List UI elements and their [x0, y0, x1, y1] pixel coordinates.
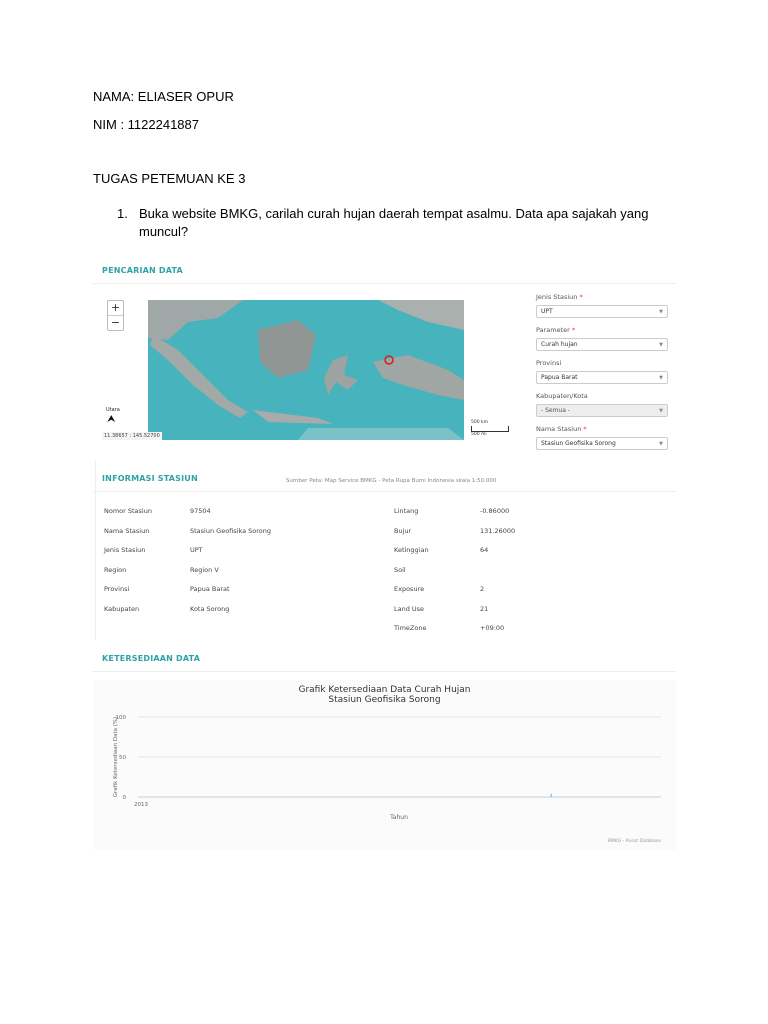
field-jenis-stasiun [536, 293, 668, 318]
info-value: UPT [190, 546, 203, 554]
info-label: Bujur [394, 526, 412, 535]
question-1 [117, 205, 677, 241]
y-tick-label: 100 [115, 715, 126, 721]
scale-mi: 500 mi [471, 432, 487, 437]
scale-km: 500 km [471, 420, 489, 425]
field-label: Nama Stasiun [536, 425, 582, 433]
required-mark: * [583, 425, 587, 433]
info-value: 131.26000 [480, 526, 516, 535]
field-provinsi [536, 359, 668, 384]
field-label: Parameter [536, 326, 570, 334]
info-value: 21 [480, 604, 489, 613]
zoom-out-button[interactable]: − [110, 316, 121, 329]
info-label: Nomor Stasiun [104, 507, 152, 515]
info-left-border [95, 460, 96, 640]
chart-subtitle: Stasiun Geofisika Sorong [328, 695, 441, 705]
info-value: Stasiun Geofisika Sorong [190, 526, 272, 535]
map-scale [471, 420, 509, 437]
caret-down-icon: ▼ [659, 342, 663, 348]
required-mark: * [571, 326, 576, 334]
chart-plot [93, 680, 676, 850]
info-section-title: INFORMASI STASIUN [102, 474, 198, 483]
caret-down-icon: ▼ [659, 375, 663, 381]
coordinate-readout: 11.38657 : 145.52700 [104, 433, 160, 439]
info-value: 2 [480, 585, 485, 593]
info-value: 97504 [190, 507, 211, 515]
divider [93, 491, 676, 492]
field-parameter [536, 326, 668, 351]
north-label: Utara [106, 407, 120, 413]
data-bar [551, 794, 552, 797]
y-tick-label: 0 [122, 795, 126, 801]
divider [93, 671, 676, 672]
info-label: Nama Stasiun [104, 526, 150, 535]
australia-shelf [298, 428, 464, 440]
zoom-control [107, 300, 124, 331]
info-label: Provinsi [104, 585, 130, 593]
search-form [536, 293, 668, 458]
info-label: TimeZone [394, 624, 427, 632]
availability-chart [93, 680, 676, 850]
zoom-in-button[interactable]: + [108, 301, 123, 316]
info-label: Soil [394, 565, 406, 574]
info-label: Region [104, 565, 127, 574]
field-label: Jenis Stasiun [536, 293, 578, 301]
availability-section-title: KETERSEDIAAN DATA [102, 654, 201, 663]
caret-down-icon: ▼ [659, 441, 663, 447]
search-section-title: PENCARIAN DATA [102, 266, 183, 275]
required-mark: * [579, 293, 583, 301]
info-value: -0.86000 [480, 507, 510, 515]
map-graphic [148, 300, 464, 440]
divider [93, 283, 676, 284]
map-canvas[interactable] [148, 300, 464, 440]
y-tick-label: 50 [119, 755, 126, 761]
info-label: Land Use [394, 604, 425, 613]
y-axis-label: Grafik Ketersediaan Data (%) [113, 716, 119, 798]
field-nama-stasiun [536, 425, 668, 450]
chart-credit: BMKG - Pusat Database [607, 839, 661, 844]
caret-down-icon: ▼ [659, 408, 663, 414]
info-label: Lintang [394, 507, 419, 515]
caret-down-icon: ▼ [659, 309, 663, 315]
map-source: Sumber Peta: Map Service BMKG - Peta Rupa Bumi Indonesia skala 1:50.000 [286, 478, 497, 484]
select-value: Curah hujan [541, 341, 578, 348]
jenis-stasiun-select[interactable] [536, 305, 668, 318]
bmkg-screenshot [93, 255, 676, 850]
nama-stasiun-select[interactable] [536, 437, 668, 450]
select-value: Stasiun Geofisika Sorong [541, 440, 616, 447]
question-number: 1. [117, 206, 128, 221]
student-nim: NIM : 1122241887 [93, 117, 199, 132]
info-value: Papua Barat [190, 585, 230, 593]
select-value: UPT [541, 308, 553, 315]
question-text: Buka website BMKG, carilah curah hujan daerah tempat asalmu. Data apa sajakah yang muncul? [139, 206, 649, 239]
info-value: Region V [190, 565, 219, 574]
field-label: Provinsi [536, 359, 562, 367]
info-label: Exposure [394, 585, 425, 593]
field-kabupaten [536, 392, 668, 417]
info-label: Kabupaten [104, 604, 140, 613]
provinsi-select[interactable] [536, 371, 668, 384]
x-axis-label: Tahun [390, 814, 408, 821]
info-value: 64 [480, 546, 489, 554]
field-label: Kabupaten/Kota [536, 392, 588, 400]
info-label: Jenis Stasiun [104, 546, 146, 554]
x-tick-label: 2013 [134, 802, 148, 808]
task-title: TUGAS PETEMUAN KE 3 [93, 171, 246, 186]
select-value: - Semua - [541, 407, 570, 414]
parameter-select[interactable] [536, 338, 668, 351]
info-value: +09:00 [480, 624, 505, 632]
north-arrow-icon: ⮝ [107, 414, 116, 425]
info-value: Kota Sorong [190, 604, 230, 613]
chart-title: Grafik Ketersediaan Data Curah Hujan [298, 685, 471, 695]
student-name: NAMA: ELIASER OPUR [93, 89, 234, 104]
select-value: Papua Barat [541, 374, 578, 381]
kabupaten-select[interactable] [536, 404, 668, 417]
info-label: Ketinggian [394, 546, 429, 554]
